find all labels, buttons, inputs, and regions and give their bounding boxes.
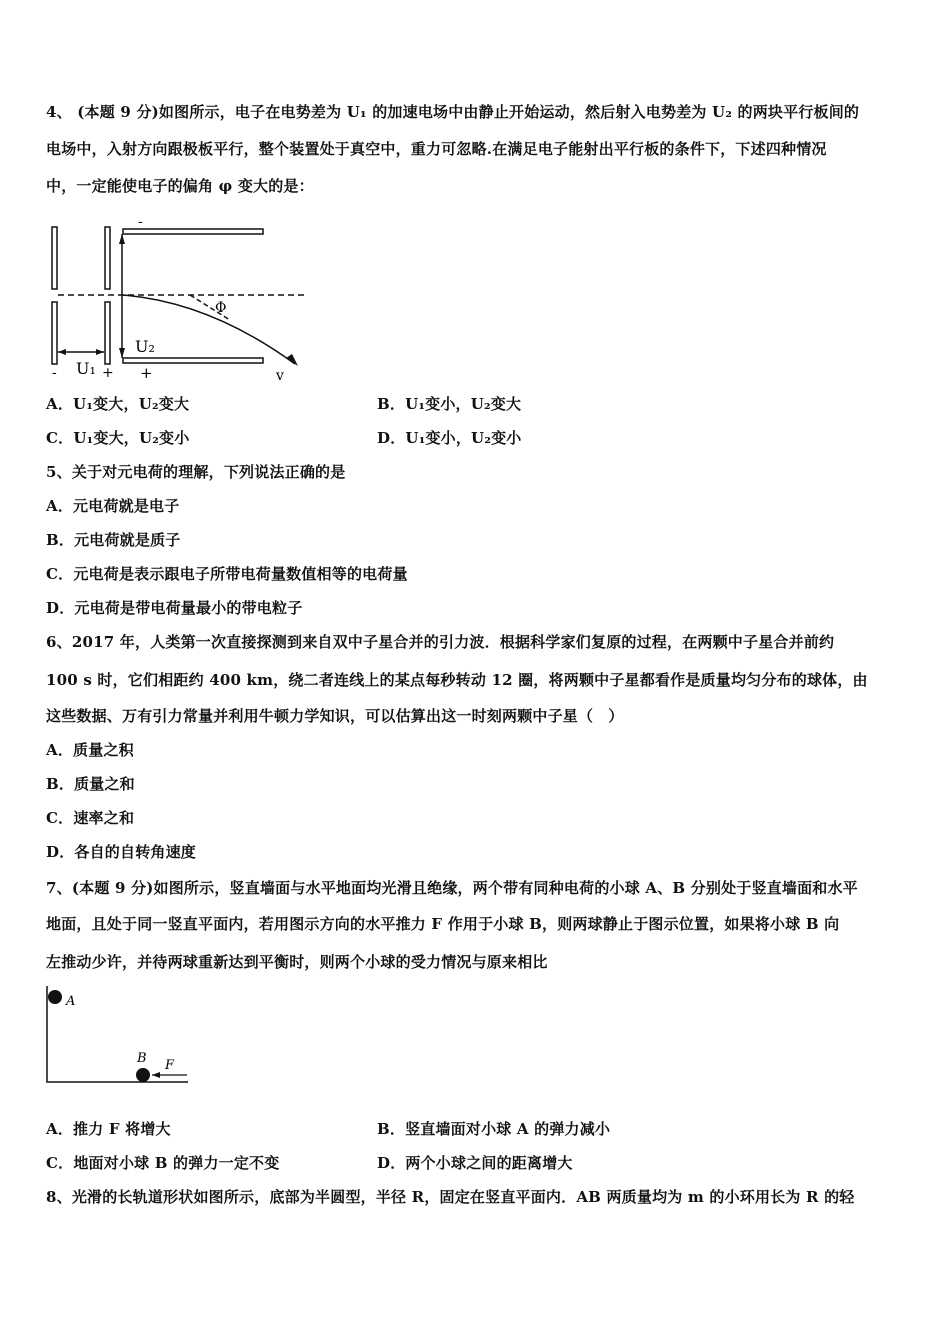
q7-line-1: 7、(本题 9 分)如图所示，竖直墙面与水平地面均光滑且绝缘，两个带有同种电荷的小球 A、B 分别处于竖直墙面和水平: [46, 879, 858, 897]
q6-line-2: 100 s 时，它们相距约 400 km，绕二者连线上的某点每秒转动 12 圈，将两颗中子星都看作是质量均匀分布的球体，由: [46, 671, 868, 689]
phi-label: Φ: [215, 300, 227, 316]
q4-option-d: D．U₁变小，U₂变小: [377, 429, 522, 447]
q4-line-1: 4、 (本题 9 分)如图所示，电子在电势差为 U₁ 的加速电场中由静止开始运动，然后射入电势差为 U₂ 的两块平行板间的: [46, 103, 860, 121]
q4-option-a: A．U₁变大，U₂变大: [46, 395, 190, 413]
wall-balls-diagram: [40, 983, 200, 1088]
u2-label: U₂: [135, 337, 155, 356]
u1-label: U₁: [76, 359, 96, 378]
q6-option-a: A．质量之积: [46, 741, 134, 759]
q6-option-c: C．速率之和: [46, 809, 135, 827]
q8-line-1: 8、光滑的长轨道形状如图所示，底部为半圆型，半径 R，固定在竖直平面内．AB 两质量均为 m 的小环用长为 R 的轻: [46, 1188, 855, 1206]
ball-a-label: A: [66, 994, 76, 1009]
plus-bottom-label: +: [140, 364, 153, 382]
q6-option-d: D．各自的自转角速度: [46, 843, 197, 861]
q4-option-b: B．U₁变小，U₂变大: [377, 395, 522, 413]
minus-top-label: -: [138, 214, 143, 230]
minus-left-label: -: [52, 365, 57, 381]
ball-b-label: B: [137, 1051, 147, 1066]
q7-line-3: 左推动少许，并待两球重新达到平衡时，则两个小球的受力情况与原来相比: [46, 953, 548, 971]
q5-option-a: A．元电荷就是电子: [46, 497, 180, 515]
force-f-label: F: [165, 1058, 175, 1073]
q5-option-b: B．元电荷就是质子: [46, 531, 181, 549]
q5-option-c: C．元电荷是表示跟电子所带电荷量数值相等的电荷量: [46, 565, 408, 583]
q5-line-1: 5、关于对元电荷的理解，下列说法正确的是: [46, 463, 346, 481]
q7-option-b: B．竖直墙面对小球 A 的弹力减小: [377, 1120, 611, 1138]
electron-deflection-diagram: [40, 212, 310, 382]
q6-line-3: 这些数据、万有引力常量并利用牛顿力学知识，可以估算出这一时刻两颗中子星（ ）: [46, 707, 624, 725]
q7-option-d: D．两个小球之间的距离增大: [377, 1154, 573, 1172]
q7-option-a: A．推力 F 将增大: [46, 1120, 171, 1138]
q5-option-d: D．元电荷是带电荷量最小的带电粒子: [46, 599, 303, 617]
v-label: v: [276, 368, 284, 382]
q4-line-2: 电场中，入射方向跟极板平行，整个装置处于真空中，重力可忽略.在满足电子能射出平行板的条件下，下述四种情况: [46, 140, 827, 158]
q4-option-c: C．U₁变大，U₂变小: [46, 429, 190, 447]
q6-line-1: 6、2017 年，人类第一次直接探测到来自双中子星合并的引力波．根据科学家们复原的过程，在两颗中子星合并前约: [46, 633, 835, 651]
plus-mid-label: +: [102, 365, 114, 381]
q7-option-c: C．地面对小球 B 的弹力一定不变: [46, 1154, 280, 1172]
q4-line-3: 中，一定能使电子的偏角 φ 变大的是：: [46, 177, 314, 195]
q7-line-2: 地面，且处于同一竖直平面内，若用图示方向的水平推力 F 作用于小球 B，则两球静止于图示位置，如果将小球 B 向: [46, 915, 840, 933]
q6-option-b: B．质量之和: [46, 775, 135, 793]
